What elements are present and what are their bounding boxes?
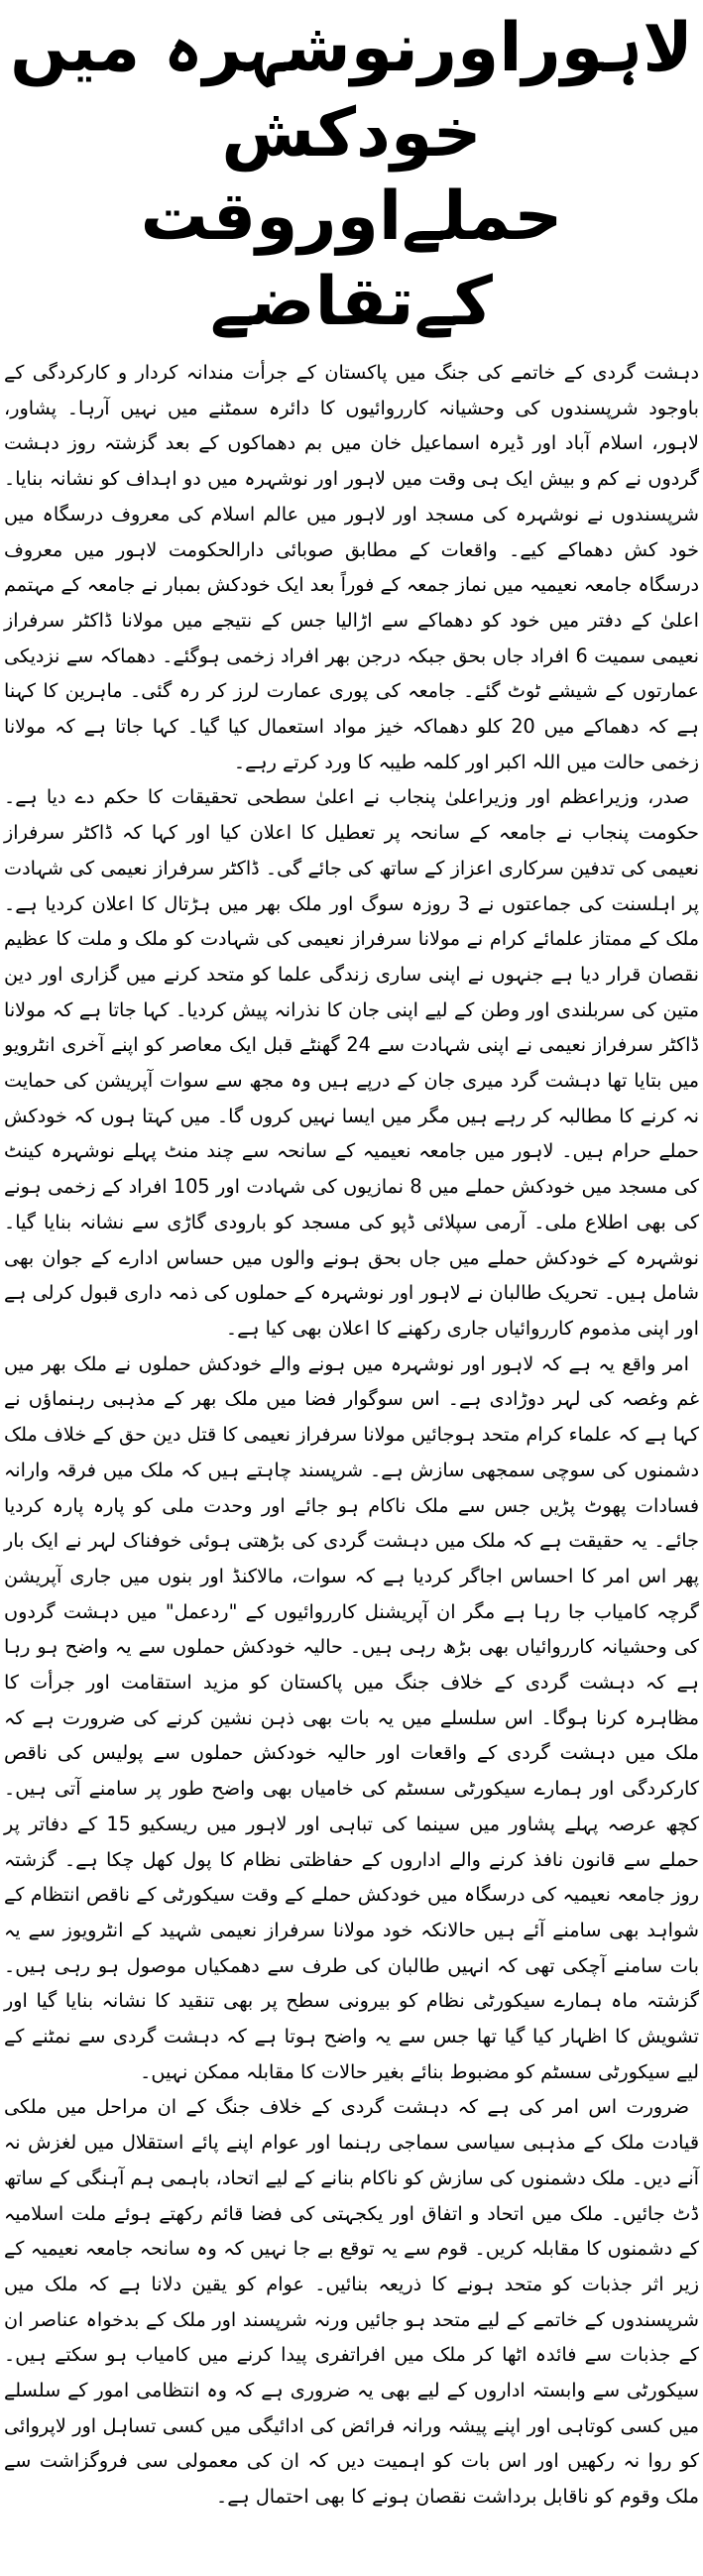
paragraph-1: دہشت گردی کے خاتمے کی جنگ میں پاکستان کے جرأت مندانہ کردار و کارکردگی کے باوجود شرپسندوں کی وحشیانہ کارروائیوں کا دائرہ سمٹنے میں نہیں آرہا۔ پشاور، لاہور، اسلام آباد اور ڈیرہ اسماعیل خان میں بم دھماکوں کے بعد گزشتہ روز دہشت گردوں نے کم و بیش ایک ہی وقت میں لاہور اور نوشہرہ میں دو اہداف کو نشانہ بنایا۔ شرپسندوں نے نوشہرہ کی مسجد اور لاہور میں عالم اسلام کی معروف درسگاہ میں خود کش دھماکے کیے۔ واقعات کے مطابق صوبائی دارالحکومت لاہور میں معروف درسگاہ جامعہ نعیمیہ میں نماز جمعہ کے فوراً بعد ایک خودکش بمبار نے جامعہ کے مہتمم اعلیٰ کے دفتر میں خود کو دھماکے سے اڑالیا جس کے نتیجے میں مولانا ڈاکٹر سرفراز نعیمی سمیت 6 افراد جاں بحق جبکہ درجن بھر افراد زخمی ہوگئے۔ دھماکہ سے نزدیکی عمارتوں کے شیشے ٹوٹ گئے۔ جامعہ کی پوری عمارت لرز کر رہ گئی۔ ماہرین کا کہنا ہے کہ دھماکے میں 20 کلو دھماکہ خیز مواد استعمال کیا گیا۔ کہا جاتا ہے کہ مولانا زخمی حالت میں اللہ اکبر اور کلمہ طیبہ کا ورد کرتے رہے۔	[4, 361, 699, 773]
article-body	[4, 355, 699, 2515]
paragraph-3: امر واقع یہ ہے کہ لاہور اور نوشہرہ میں ہونے والے خودکش حملوں نے ملک بھر میں غم وغصہ کی لہر دوڑادی ہے۔ اس سوگوار فضا میں ملک بھر کے مذہبی رہنماؤں نے کہا ہے کہ علماء کرام متحد ہوجائیں مولانا سرفراز نعیمی کا قتل دین حق کے خلاف ملک دشمنوں کی سوچی سمجھی سازش ہے۔ شرپسند چاہتے ہیں کہ ملک میں فرقہ وارانہ فسادات پھوٹ پڑیں جس سے ملک ناکام ہو جائے اور وحدت ملی کو پارہ پارہ کردیا جائے۔ یہ حقیقت ہے کہ ملک میں دہشت گردی کی بڑھتی ہوئی خوفناک لہر نے ایک بار پھر اس امر کا احساس اجاگر کردیا ہے کہ سوات، مالاکنڈ اور بنوں میں جاری آپریشن گرچہ کامیاب جا رہا ہے مگر ان آپریشنل کارروائیوں کے "ردعمل" میں دہشت گردوں کی وحشیانہ کارروائیاں بھی بڑھ رہی ہیں۔ حالیہ خودکش حملوں سے یہ واضح ہو رہا ہے کہ دہشت گردی کے خلاف جنگ میں پاکستان کو مزید استقامت اور جرأت کا مظاہرہ کرنا ہوگا۔ اس سلسلے میں یہ بات بھی ذہن نشین کرنے کی ضرورت ہے کہ ملک میں دہشت گردی کے واقعات اور حالیہ خودکش حملوں سے پولیس کی ناقص کارکردگی اور ہمارے سیکورٹی سسٹم کی خامیاں بھی واضح طور پر سامنے آتی ہیں۔ کچھ عرصہ پہلے پشاور میں سینما کی تباہی اور لاہور میں ریسکیو 15 کے دفاتر پر حملے سے قانون نافذ کرنے والے اداروں کے حفاظتی نظام کا پول کھل چکا ہے۔ گزشتہ روز جامعہ نعیمیہ کی درسگاہ میں خودکش حملے کے وقت سیکورٹی کے ناقص انتظام کے شواہد بھی سامنے آئے ہیں حالانکہ خود مولانا سرفراز نعیمی شہید کے انٹرویوز سے یہ بات سامنے آچکی تھی کہ انہیں طالبان کی طرف سے دھمکیاں موصول ہو رہی ہیں۔ گزشتہ ماہ ہمارے سیکورٹی نظام کو بیرونی سطح پر بھی تنقید کا نشانہ بنایا گیا اور تشویش کا اظہار کیا گیا تھا جس سے یہ واضح ہوتا ہے کہ دہشت گردی سے نمٹنے کے لیے سیکورٹی سسٹم کو مضبوط بنائے بغیر حالات کا مقابلہ ممکن نہیں۔	[4, 1351, 700, 2083]
paragraph-4: ضرورت اس امر کی ہے کہ دہشت گردی کے خلاف جنگ کے ان مراحل میں ملکی قیادت ملک کے مذہبی سیاسی سماجی رہنما اور عوام اپنے پائے استقلال میں لغزش نہ آنے دیں۔ ملک دشمنوں کی سازش کو ناکام بنانے کے لیے اتحاد، باہمی ہم آہنگی کے ساتھ ڈٹ جائیں۔ ملک میں اتحاد و اتفاق اور یکجہتی کی فضا قائم رکھتے ہوئے ملت اسلامیہ کے دشمنوں کا مقابلہ کریں۔ قوم سے یہ توقع بے جا نہیں کہ وہ سانحہ جامعہ نعیمیہ کے زیر اثر جذبات کو متحد ہونے کا ذریعہ بنائیں۔ عوام کو یقین دلانا ہے کہ ملک میں شرپسندوں کے خاتمے کے لیے متحد ہو جائیں ورنہ شرپسند اور ملک کے بدخواہ عناصر ان کے جذبات سے فائدہ اٹھا کر ملک میں افراتفری پیدا کرنے میں کامیاب ہو سکتے ہیں۔ سیکورٹی سے وابستہ اداروں کے لیے بھی یہ ضروری ہے کہ وہ انتظامی امور کے سلسلے میں کسی کوتاہی اور اپنے پیشہ ورانہ فرائض کی ادائیگی میں کسی تساہل اور لاپروائی کو روا نہ رکھیں اور اس بات کو اہمیت دیں کہ ان کی معمولی سی فروگزاشت سے ملک وقوم کو ناقابل برداشت نقصان ہونے کا بھی احتمال ہے۔	[4, 2095, 699, 2509]
headline-line-1: لاہوراورنوشہرہ میں خودکش	[10, 9, 693, 173]
headline-line-2: حملےاوروقت کےتقاضے	[140, 177, 563, 341]
paragraph-2: صدر، وزیراعظم اور وزیراعلیٰ پنجاب نے اعلیٰ سطحی تحقیقات کا حکم دے دیا ہے۔ حکومت پنجاب نے جامعہ کے سانحہ پر تعطیل کا اعلان کیا اور کہا کہ ڈاکٹر سرفراز نعیمی کی تدفین سرکاری اعزاز کے ساتھ کی جائے گی۔ ڈاکٹر سرفراز نعیمی کی شہادت پر اہلسنت کی جماعتوں نے 3 روزہ سوگ اور ملک بھر میں ہڑتال کا اعلان کردیا ہے۔ ملک کے ممتاز علمائے کرام نے مولانا سرفراز نعیمی کی شہادت کو ملک و ملت کا عظیم نقصان قرار دیا ہے جنہوں نے اپنی ساری زندگی علما کو متحد کرنے میں گزاری اور دین متین کی سربلندی اور وطن کے لیے اپنی جان کا نذرانہ پیش کردیا۔ کہا جاتا ہے کہ مولانا ڈاکٹر سرفراز نعیمی نے اپنی شہادت سے 24 گھنٹے قبل ایک معاصر کو اپنے آخری انٹرویو میں بتایا تھا دہشت گرد میری جان کے درپے ہیں وہ مجھ سے سوات آپریشن کی حمایت نہ کرنے کا مطالبہ کر رہے ہیں مگر میں ایسا نہیں کروں گا۔ میں کہتا ہوں کہ خودکش حملے حرام ہیں۔ لاہور میں جامعہ نعیمیہ کے سانحہ سے چند منٹ پہلے نوشہرہ کینٹ کی مسجد میں خودکش حملے میں 8 نمازیوں کی شہادت اور 105 افراد کے زخمی ہونے کی بھی اطلاع ملی۔ آرمی سپلائی ڈپو کی مسجد کو بارودی گاڑی سے نشانہ بنایا گیا۔ نوشہرہ کے خودکش حملے میں جاں بحق ہونے والوں میں حساس ادارے کے جوان بھی شامل ہیں۔ تحریک طالبان نے لاہور اور نوشہرہ کے حملوں کی ذمہ داری قبول کرلی ہے اور اپنی مذموم کارروائیاں جاری رکھنے کا اعلان بھی کیا ہے۔	[4, 785, 700, 1340]
